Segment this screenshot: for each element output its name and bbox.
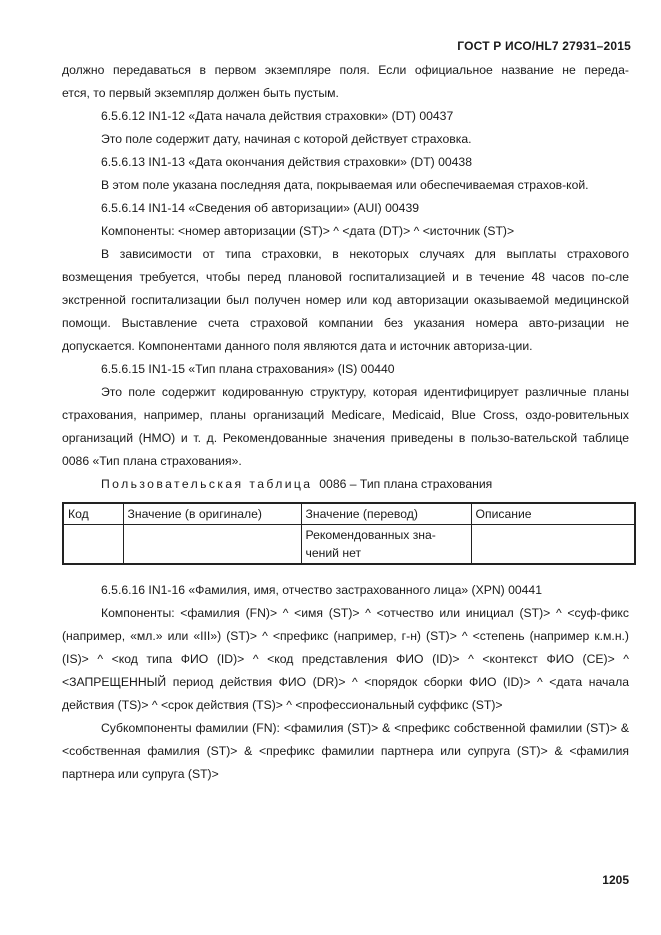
column-header: Код (63, 503, 123, 525)
column-header: Описание (471, 503, 635, 525)
table-caption (62, 473, 629, 496)
table-caption-title: 0086 – Тип плана страхования (319, 477, 493, 491)
table-header-row (63, 503, 635, 525)
table-caption-label: Пользовательская таблица (101, 477, 313, 491)
section-heading: 6.5.6.12 IN1-12 «Дата начала действия страховки» (DT) 00437 (101, 109, 454, 123)
paragraph: В этом поле указана последняя дата, покрываемая или обеспечиваемая страхов-кой. (101, 178, 589, 192)
page-number: 1205 (602, 873, 629, 887)
table-row (63, 525, 635, 565)
table-cell: Рекомендованных зна-чений нет (301, 525, 471, 565)
paragraph: Субкомпоненты фамилии (FN): <фамилия (ST)> & <префикс собственной фамилии (ST)> & <собственная фамилия (ST)> & <префикс фамилии партнера или супруга (ST)> & <фамилия партнера или супруга (ST)> (62, 721, 629, 781)
table-cell (471, 525, 635, 565)
document-body (62, 59, 629, 786)
section-heading: 6.5.6.16 IN1-16 «Фамилия, имя, отчество застрахованного лица» (XPN) 00441 (101, 583, 542, 597)
document-header: ГОСТ Р ИСО/HL7 27931–2015 (457, 39, 631, 53)
paragraph: Компоненты: <номер авторизации (ST)> ^ <дата (DT)> ^ <источник (ST)> (101, 224, 515, 238)
user-table-0086 (62, 502, 636, 565)
paragraph: должно передаваться в первом экземпляре поля. Если официальное название не переда- (62, 63, 629, 77)
column-header: Значение (в оригинале) (123, 503, 301, 525)
paragraph: Это поле содержит кодированную структуру, которая идентифицирует различные планы страхования, например, планы организаций Medicare, Medicaid, Blue Cross, оздо-ровительных организаций (HMO) и т. д. Рекомендованные значения приведены в пользо-вательской таблице 0086 «Тип плана страхования». (62, 385, 629, 468)
table-cell (123, 525, 301, 565)
paragraph: В зависимости от типа страховки, в некоторых случаях для выплаты страхового возмещения требуется, чтобы перед плановой госпитализацией и в течение 48 часов по-сле экстренной госпитализации был получен номер или код авторизации оказываемой медицинской помощи. Выставление счета страховой компании без указания номера авто-ризации не допускается. Компонентами данного поля являются дата и источник авториза-ции. (62, 247, 629, 353)
paragraph: ется, то первый экземпляр должен быть пустым. (62, 86, 339, 100)
table-cell (63, 525, 123, 565)
paragraph: Это поле содержит дату, начиная с которой действует страховка. (101, 132, 472, 146)
column-header: Значение (перевод) (301, 503, 471, 525)
section-heading: 6.5.6.14 IN1-14 «Сведения об авторизации» (AUI) 00439 (101, 201, 420, 215)
section-heading: 6.5.6.15 IN1-15 «Тип плана страхования» (IS) 00440 (101, 362, 395, 376)
paragraph: Компоненты: <фамилия (FN)> ^ <имя (ST)> ^ <отчество или инициал (ST)> ^ <суф-фикс (например, «мл.» или «III») (ST)> ^ <префикс (например, г-н) (ST)> ^ <степень (например к.м.н.) (IS)> ^ <код типа ФИО (ID)> ^ <код представления ФИО (ID)> ^ <контекст ФИО (CE)> ^ <ЗАПРЕЩЕННЫЙ период действия ФИО (DR)> ^ <порядок сборки ФИО (ID)> ^ <дата начала действия (TS)> ^ <срок действия (TS)> ^ <профессиональный суффикс (ST)> (62, 606, 629, 712)
section-heading: 6.5.6.13 IN1-13 «Дата окончания действия страховки» (DT) 00438 (101, 155, 472, 169)
